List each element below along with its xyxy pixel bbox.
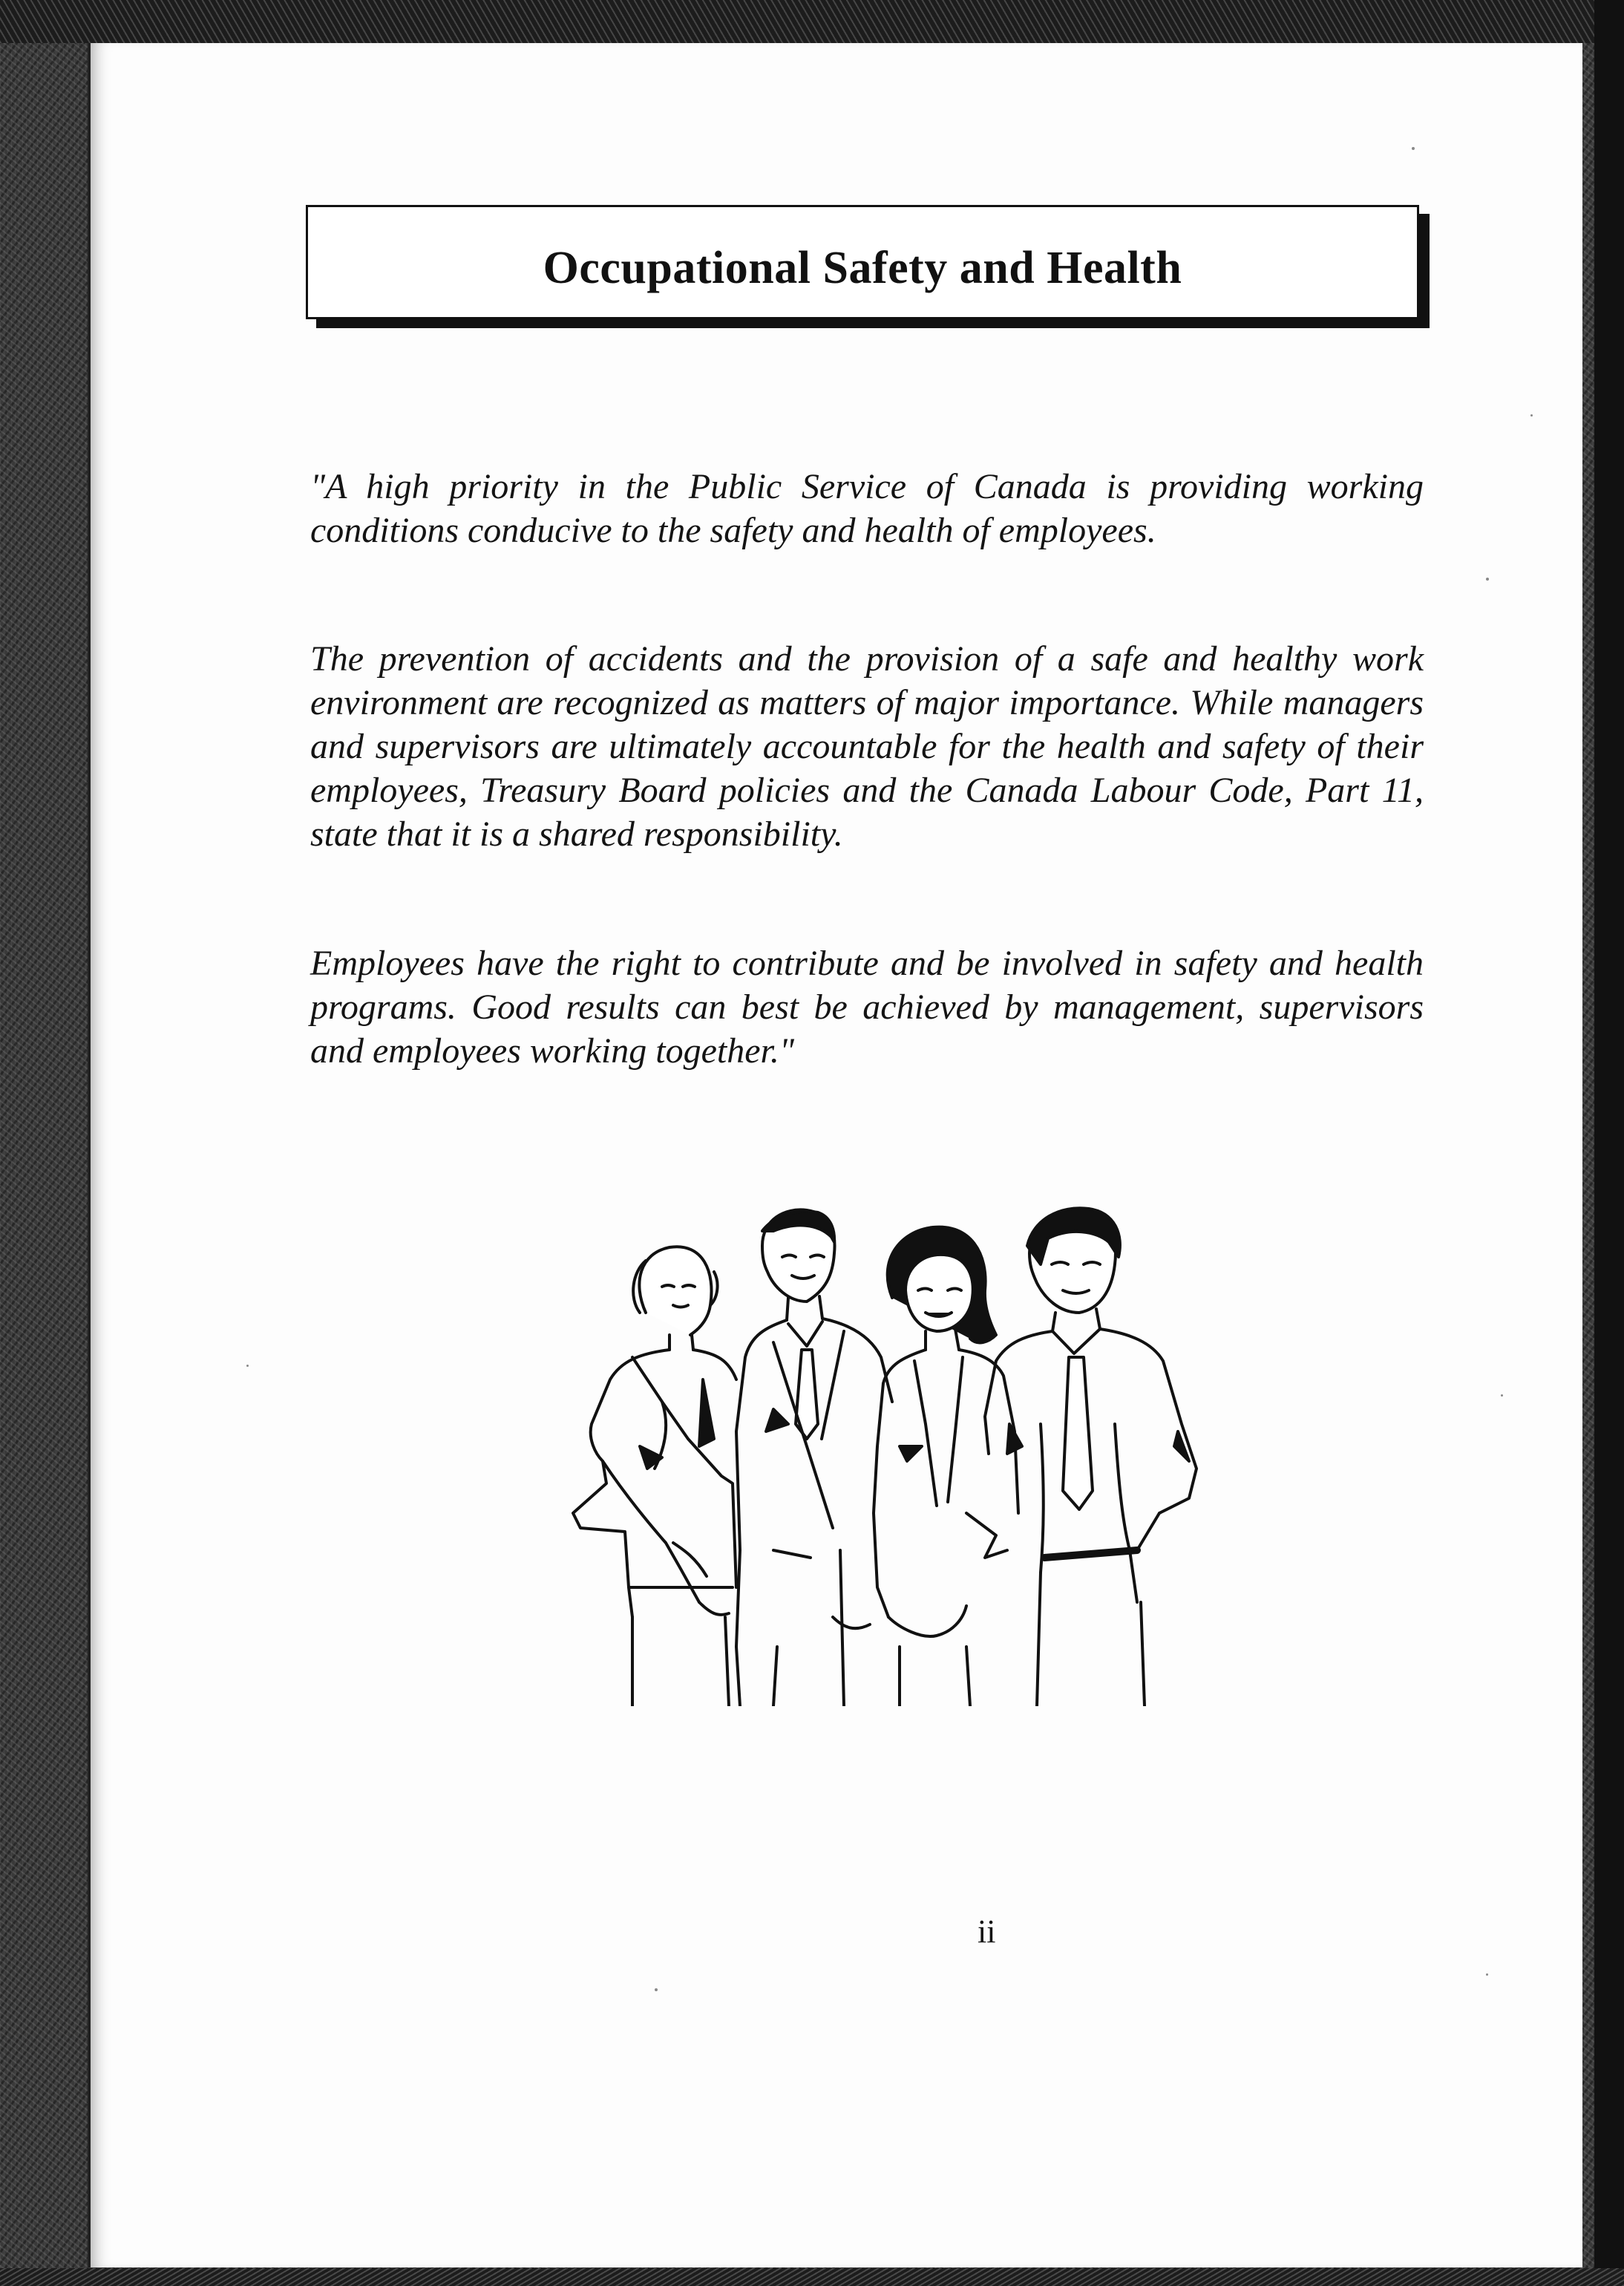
scan-speck <box>1530 414 1533 417</box>
person-man-tie-left-icon <box>736 1209 892 1706</box>
paragraph-3: Employees have the right to contribute and be involved in safety and health programs. Good results can best be achieved by management, supervisors and employees working together." <box>310 944 1424 1071</box>
group-of-four-employees-illustration <box>551 1201 1219 1706</box>
scan-speck <box>246 1365 249 1367</box>
scan-top-edge <box>0 0 1624 43</box>
scan-speck <box>655 1988 658 1991</box>
person-woman-center-icon <box>874 1227 1018 1706</box>
document-page <box>88 43 1582 2267</box>
page-title: Occupational Safety and Health <box>543 242 1182 293</box>
paragraph-1: "A high priority in the Public Service of Canada is providing working conditions conducive to the safety and health of employees. <box>310 467 1424 550</box>
scan-bottom-edge <box>0 2268 1624 2286</box>
title-box <box>306 205 1419 319</box>
scan-right-edge <box>1594 0 1624 2286</box>
scan-speck <box>1501 1394 1503 1397</box>
person-woman-left-icon <box>573 1247 736 1706</box>
scan-speck <box>1486 578 1489 581</box>
paragraph-2: The prevention of accidents and the provision of a safe and healthy work environment are recognized as matters of major importance. While managers and supervisors are ultimately accountable for the health and safety of their employees, Treasury Board policies and the Canada Labour Code, Part 11, state that it is a shared responsibility. <box>310 639 1424 854</box>
scan-speck <box>1412 147 1415 150</box>
scan-speck <box>1486 1973 1488 1976</box>
page-number: ii <box>978 1913 996 1950</box>
